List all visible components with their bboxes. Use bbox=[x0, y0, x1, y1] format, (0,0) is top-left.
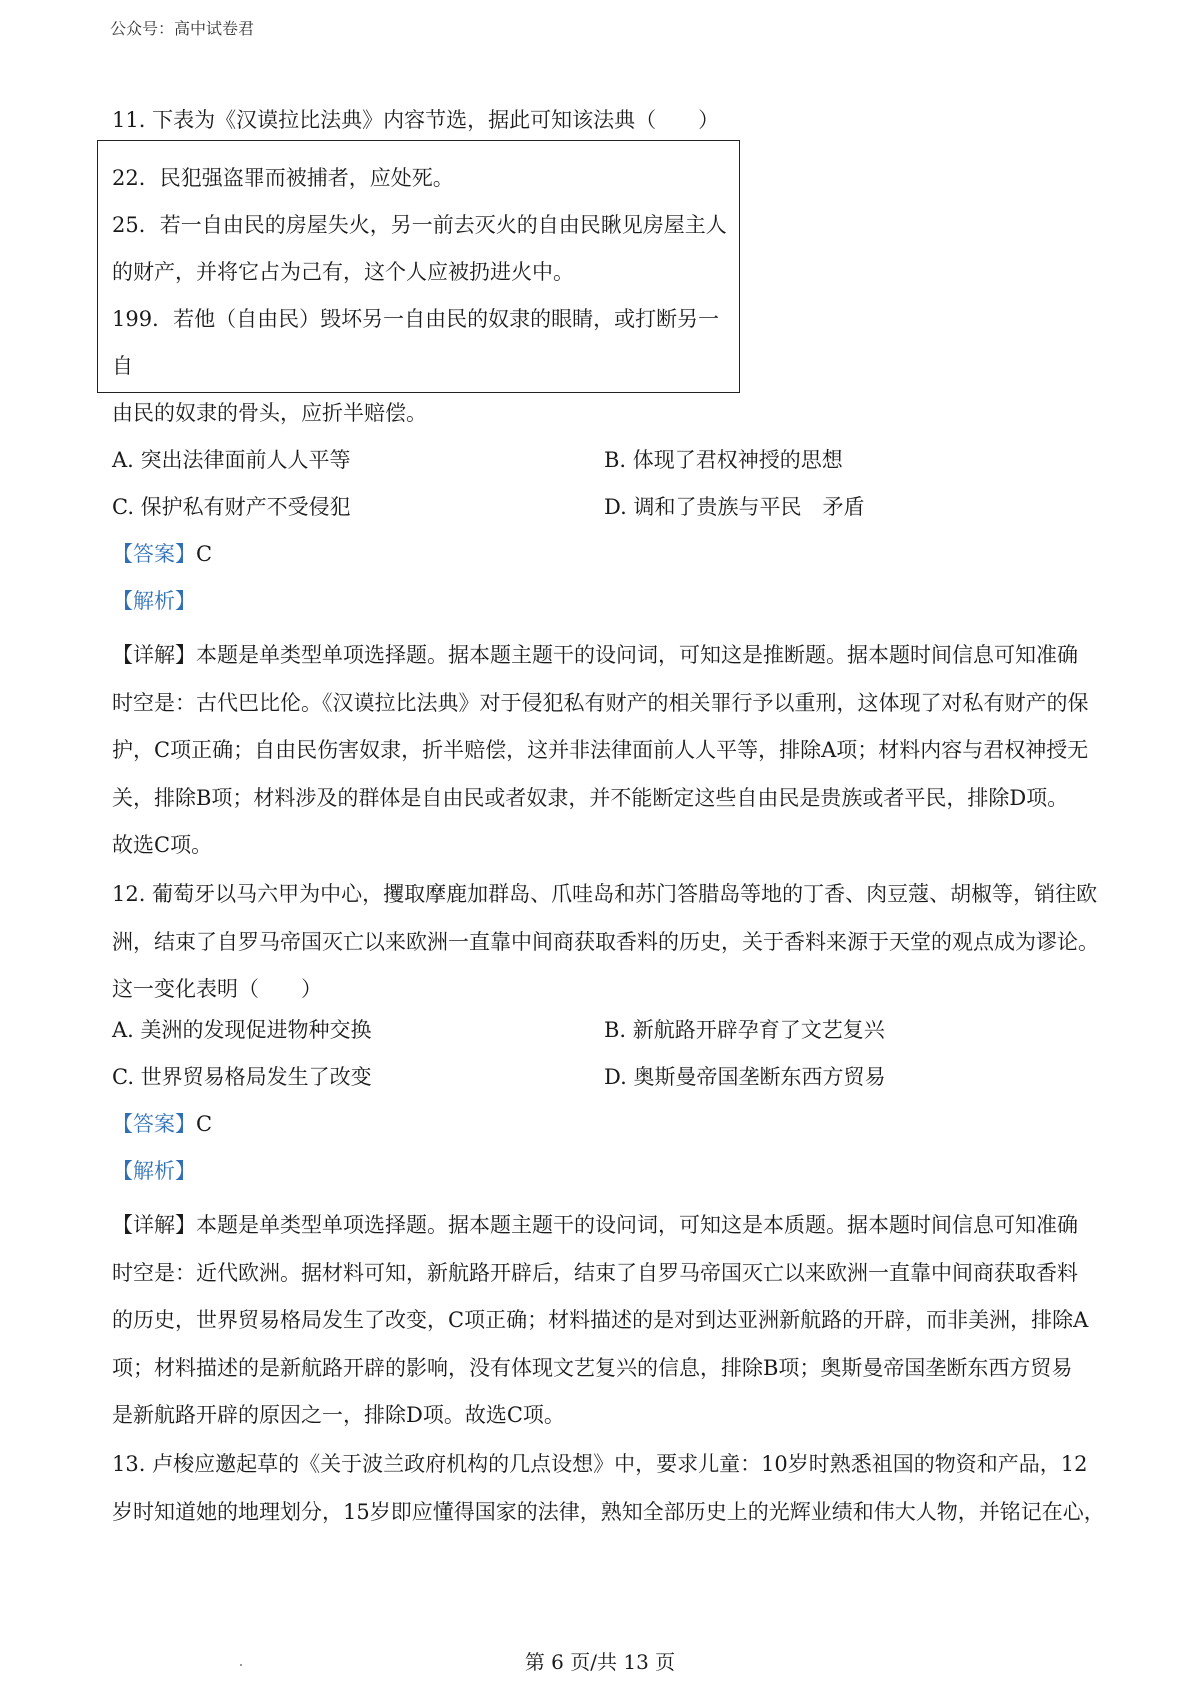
q11-box-line: 199．若他（自由民）毁坏另一自由民的奴隶的眼睛，或打断另一自 bbox=[112, 307, 720, 378]
q11-box-line: 的财产，并将它占为己有，这个人应被扔进火中。 bbox=[112, 260, 574, 284]
q13-stem bbox=[112, 1441, 1105, 1536]
q11-analysis bbox=[112, 585, 196, 615]
q11-answer bbox=[112, 538, 212, 568]
q12-detail-line: 时空是：近代欧洲。据材料可知，新航路开辟后，结束了自罗马帝国灭亡以来欧洲一直靠中间商获取香料 bbox=[112, 1260, 1078, 1285]
q12-option-b: B. 新航路开辟孕育了文艺复兴 bbox=[604, 1018, 885, 1042]
q11-stem: 11. 下表为《汉谟拉比法典》内容节选，据此可知该法典（ ） bbox=[112, 108, 720, 132]
q12-option-c: C. 世界贸易格局发生了改变 bbox=[112, 1065, 372, 1089]
q11-detail-line: 护，C项正确；自由民伤害奴隶，折半赔偿，这并非法律面前人人平等，排除A项；材料内容与君权神授无 bbox=[112, 738, 1089, 762]
q11-detail-line: 时空是：古代巴比伦。《汉谟拉比法典》对于侵犯私有财产的相关罪行予以重刑，这体现了对私有财产的保 bbox=[112, 690, 1089, 715]
q11-detail-line: 关，排除B项；材料涉及的群体是自由民或者奴隶，并不能断定这些自由民是贵族或者平民，排除D项。 bbox=[112, 785, 1069, 810]
q13-stem-line: 13. 卢梭应邀起草的《关于波兰政府机构的几点设想》中，要求儿童：10岁时熟悉祖国的物资和产品，12 bbox=[112, 1452, 1088, 1476]
q12-option-a: A. 美洲的发现促进物种交换 bbox=[112, 1018, 372, 1042]
q11-analysis-tag: 【解析】 bbox=[112, 589, 196, 613]
q11-box-line: 25．若一自由民的房屋失火，另一前去灭火的自由民瞅见房屋主人 bbox=[112, 213, 727, 237]
q12-detail-line: 是新航路开辟的原因之一，排除D项。故选C项。 bbox=[112, 1403, 565, 1427]
q12-answer-tag: 【答案】 bbox=[112, 1112, 196, 1136]
q12-analysis-tag: 【解析】 bbox=[112, 1159, 196, 1183]
q12-answer bbox=[112, 1108, 212, 1138]
q11-option-d: D. 调和了贵族与平民 矛盾 bbox=[604, 495, 865, 519]
q11-option-a: A. 突出法律面前人人平等 bbox=[112, 448, 351, 472]
q13-stem-line: 岁时知道她的地理划分，15岁即应懂得国家的法律，熟知全部历史上的光辉业绩和伟大人物，并铭记在心， bbox=[112, 1499, 1105, 1524]
q12-stem-line: 这一变化表明（ ） bbox=[112, 977, 322, 1001]
q11-detail-line: 【详解】本题是单类型单项选择题。据本题主题干的设问词，可知这是推断题。据本题时间信息可知准确 bbox=[112, 643, 1078, 667]
q11-detail-line: 故选C项。 bbox=[112, 833, 213, 857]
q12-stem-line: 12. 葡萄牙以马六甲为中心，攫取摩鹿加群岛、爪哇岛和苏门答腊岛等地的丁香、肉豆蔻、胡椒等，销往欧 bbox=[112, 882, 1098, 906]
q11-answer-value: C bbox=[196, 542, 213, 566]
q12-detail-line: 的历史，世界贸易格局发生了改变，C项正确；材料描述的是对到达亚洲新航路的开辟，而非美洲，排除A bbox=[112, 1308, 1089, 1332]
q11-material-box bbox=[97, 140, 740, 425]
q12-stem-line: 洲，结束了自罗马帝国灭亡以来欧洲一直靠中间商获取香料的历史，关于香料来源于天堂的观点成为谬论。 bbox=[112, 929, 1099, 954]
q12-detail bbox=[112, 1202, 1102, 1440]
q11-answer-tag: 【答案】 bbox=[112, 542, 196, 566]
q12-detail-line: 项；材料描述的是新航路开辟的影响，没有体现文艺复兴的信息，排除B项；奥斯曼帝国垄断东西方贸易 bbox=[112, 1355, 1073, 1380]
q11-option-b: B. 体现了君权神授的思想 bbox=[604, 448, 843, 472]
q12-answer-value: C bbox=[196, 1112, 213, 1136]
q12-analysis bbox=[112, 1155, 196, 1185]
q12-detail-line: 【详解】本题是单类型单项选择题。据本题主题干的设问词，可知这是本质题。据本题时间信息可知准确 bbox=[112, 1213, 1078, 1237]
q11-box-line: 22．民犯强盗罪而被捕者，应处死。 bbox=[112, 166, 454, 190]
header-source: 公众号：高中试卷君 bbox=[110, 19, 255, 38]
page-number: 第 6 页/共 13 页 bbox=[524, 1650, 676, 1674]
q11-option-c: C. 保护私有财产不受侵犯 bbox=[112, 495, 351, 519]
q12-stem bbox=[112, 871, 1102, 1014]
q12-option-d: D. 奥斯曼帝国垄断东西方贸易 bbox=[604, 1065, 886, 1089]
q11-box-line: 由民的奴隶的骨头，应折半赔偿。 bbox=[112, 401, 427, 425]
q11-detail bbox=[112, 632, 1102, 870]
